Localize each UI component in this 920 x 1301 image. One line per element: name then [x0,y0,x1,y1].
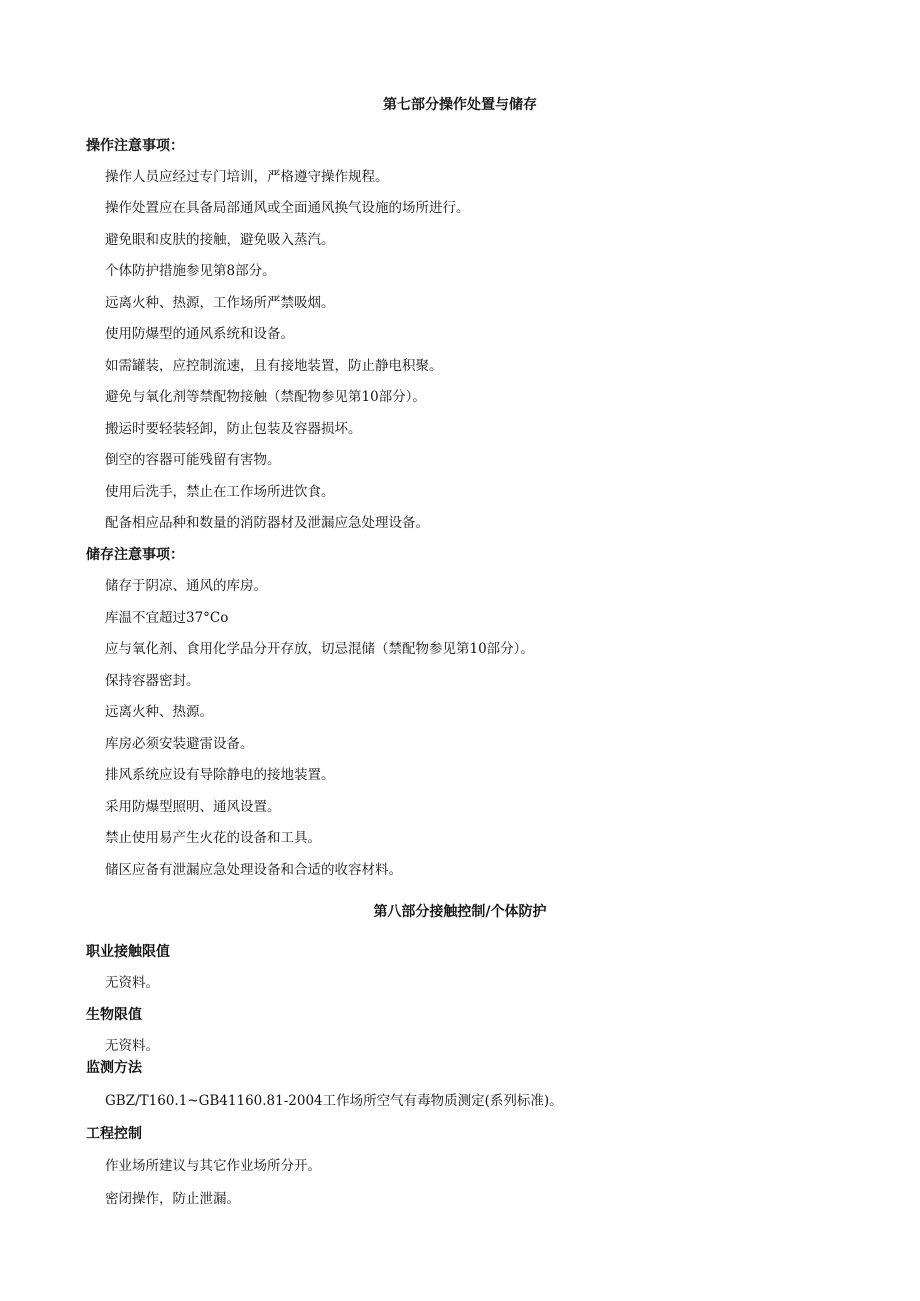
storage-item: 禁止使用易产生火花的设备和工具。 [105,830,321,846]
operation-item: 搬运时要轻装轻卸，防止包装及容器损坏。 [105,421,362,437]
monitoring-method-value: GBZ/T160.1~GB41160.81-2004工作场所空气有毒物质测定(系列标准)。 [105,1093,563,1109]
occupational-limit-value: 无资料。 [105,975,159,991]
engineering-control-item: 密闭操作，防止泄漏。 [105,1191,240,1207]
occupational-limit-heading: 职业接触限值 [86,944,170,960]
storage-item: 采用防爆型照明、通风设置。 [105,799,281,815]
storage-precautions-heading: 储存注意事项： [86,547,184,563]
operation-item: 操作处置应在具备局部通风或全面通风换气设施的场所进行。 [105,200,470,216]
engineering-control-item: 作业场所建议与其它作业场所分开。 [105,1158,321,1174]
section-7-title: 第七部分操作处置与储存 [383,97,537,113]
storage-item: 库房必须安装避雷设备。 [105,736,254,752]
storage-item: 保持容器密封。 [105,673,200,689]
storage-item: 远离火种、热源。 [105,704,213,720]
operation-item: 避免眼和皮肤的接触，避免吸入蒸汽。 [105,232,335,248]
monitoring-method-heading: 监测方法 [86,1060,142,1076]
operation-item: 倒空的容器可能残留有害物。 [105,452,281,468]
operation-item: 操作人员应经过专门培训，严格遵守操作规程。 [105,169,389,185]
operation-item: 如需罐装，应控制流速，且有接地装置，防止静电积聚。 [105,358,443,374]
storage-item: 应与氧化剂、食用化学品分开存放，切忌混储（禁配物参见第10部分）。 [105,641,534,657]
section-8-title: 第八部分接触控制/个体防护 [373,904,547,920]
biological-limit-value: 无资料。 [105,1038,159,1054]
storage-item: 储区应备有泄漏应急处理设备和合适的收容材料。 [105,862,402,878]
operation-precautions-heading: 操作注意事项： [86,138,184,154]
operation-item: 配备相应品种和数量的消防器材及泄漏应急处理设备。 [105,515,429,531]
operation-item: 个体防护措施参见第8部分。 [105,263,276,279]
operation-item: 使用防爆型的通风系统和设备。 [105,326,294,342]
operation-item: 远离火种、热源，工作场所严禁吸烟。 [105,295,335,311]
biological-limit-heading: 生物限值 [86,1007,142,1023]
storage-item: 库温不宜超过37°Co [105,610,229,626]
storage-item: 储存于阴凉、通风的库房。 [105,578,267,594]
storage-item: 排风系统应设有导除静电的接地装置。 [105,767,335,783]
operation-item: 使用后洗手，禁止在工作场所进饮食。 [105,484,335,500]
operation-item: 避免与氧化剂等禁配物接触（禁配物参见第10部分）。 [105,389,426,405]
engineering-control-heading: 工程控制 [86,1126,142,1142]
